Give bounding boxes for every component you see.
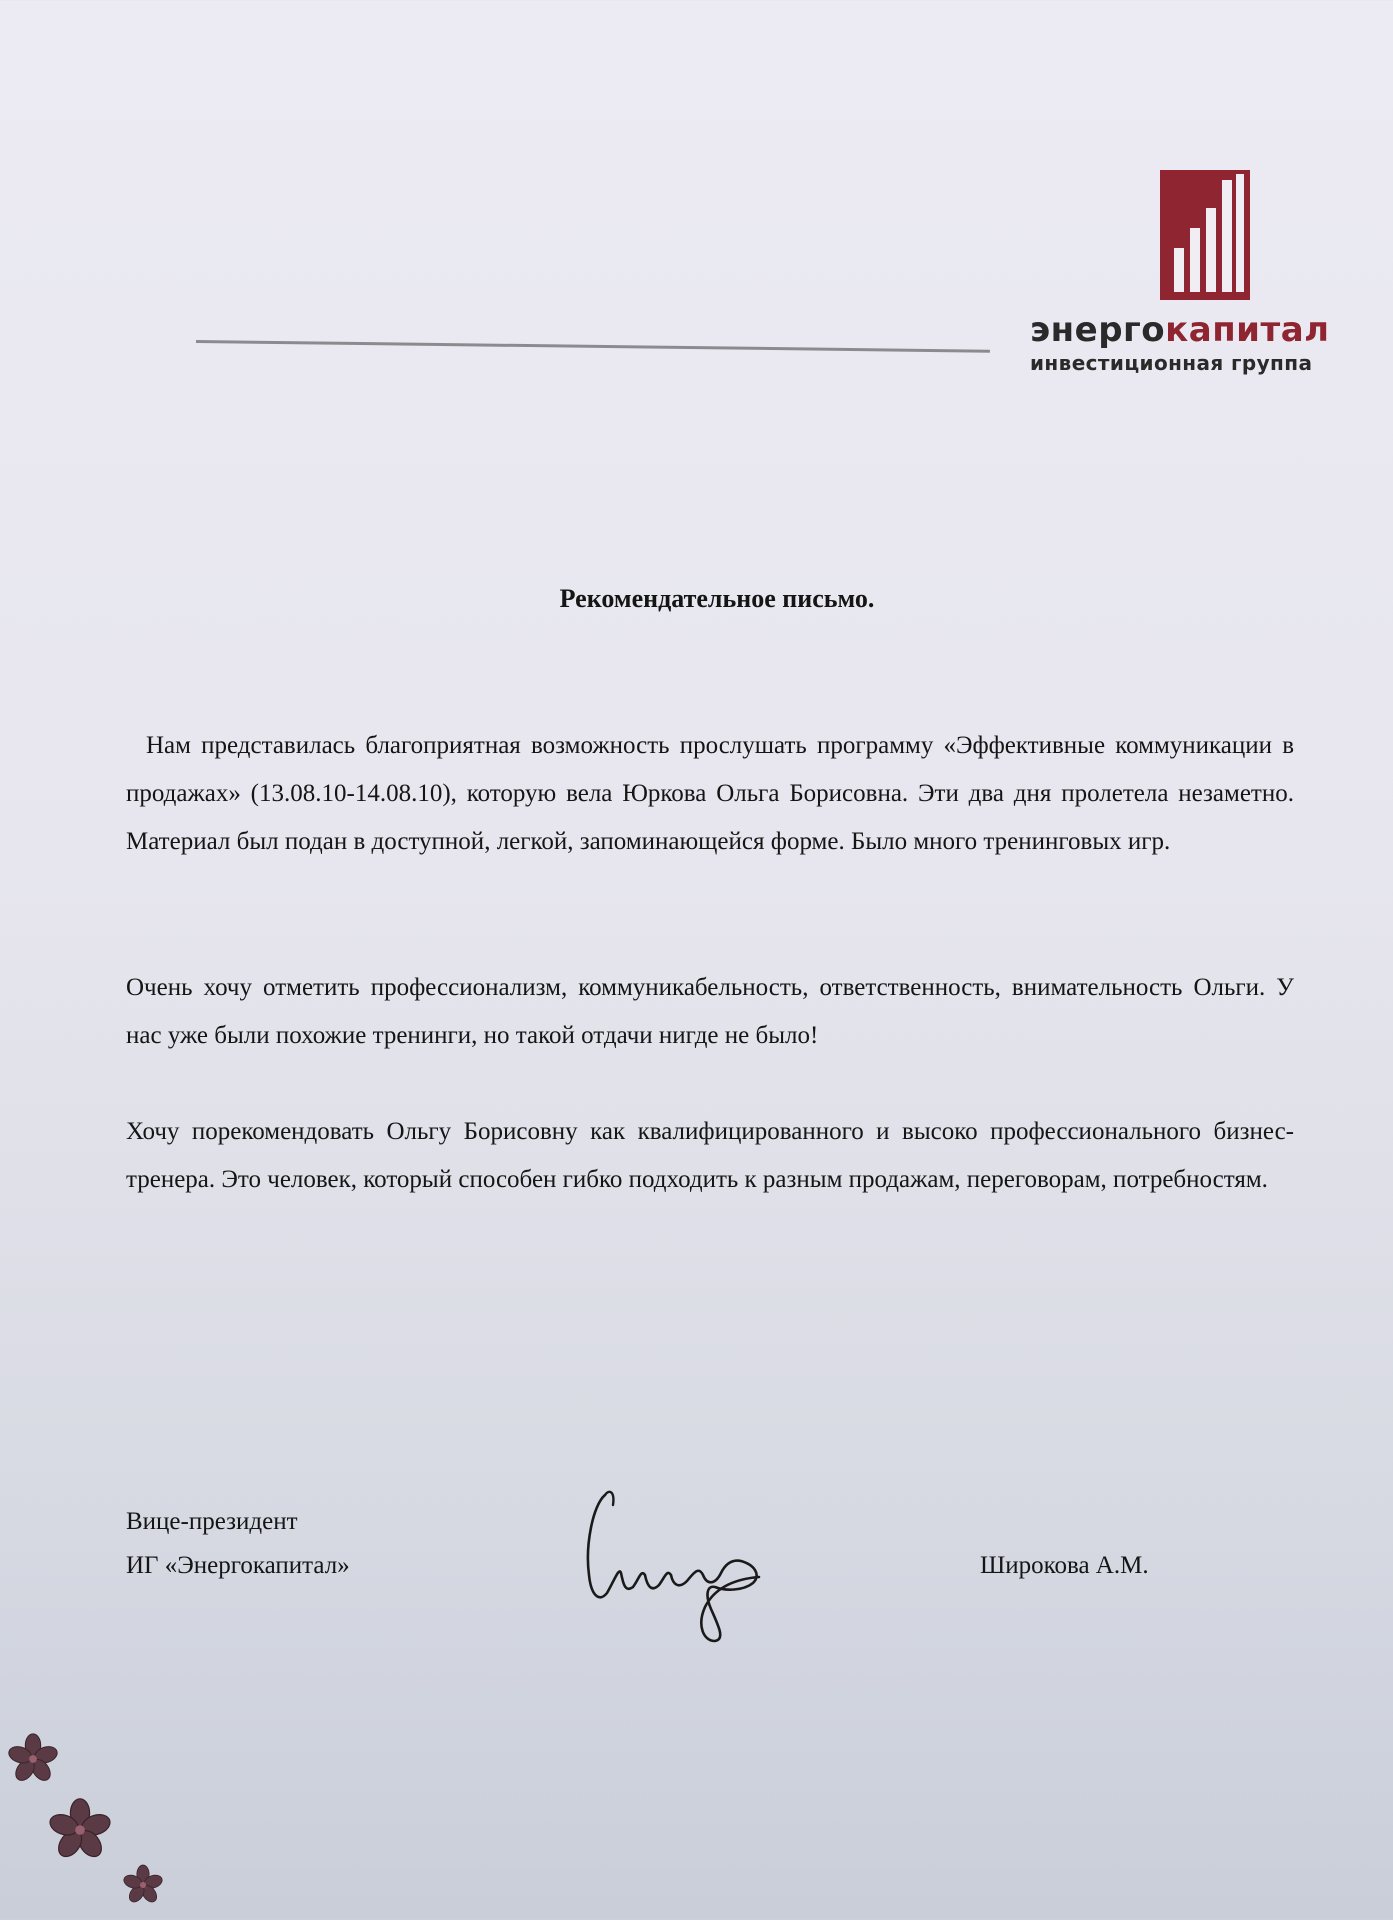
logo-text xyxy=(1030,310,1330,376)
body-paragraph-3: Хочу порекомендовать Ольгу Борисовну как квалифицированного и высоко профессионального бизнес-тренера. Это человек, который способен гибко подходить к разным продажам, переговорам, потребностям. xyxy=(126,1118,1294,1193)
decorative-flower-icon xyxy=(120,1862,166,1908)
signer-role-title: Вице-президент xyxy=(126,1508,298,1535)
logo-company-name xyxy=(1030,310,1330,350)
signer-organization: ИГ «Энергокапитал» xyxy=(126,1552,350,1579)
signer-role xyxy=(126,1500,350,1588)
body-paragraph-1: Нам представилась благоприятная возможность прослушать программу «Эффективные коммуникации в продажах» (13.08.10-14.08.10), которую вела Юркова Ольга Борисовна. Эти два дня пролетела незаметно. Материал был подан в доступной, легкой, запоминающейся форме. Было много тренинговых игр. xyxy=(126,732,1294,855)
letter-title: Рекомендательное письмо. xyxy=(559,584,875,613)
logo-name-part-2: капитал xyxy=(1165,310,1330,350)
decorative-flower-icon xyxy=(44,1794,116,1866)
signer-name: Широкова А.М. xyxy=(980,1552,1149,1579)
logo-subtitle: инвестиционная группа xyxy=(1030,351,1313,375)
body-paragraph-2: Очень хочу отметить профессионализм, коммуникабельность, ответственность, внимательность Ольги. У нас уже были похожие тренинги, но такой отдачи нигде не было! xyxy=(126,974,1294,1049)
logo-name-part-1: энерго xyxy=(1030,310,1166,350)
logo-bars-icon xyxy=(1160,170,1250,300)
handwritten-signature-icon xyxy=(575,1475,785,1645)
decorative-flower-icon xyxy=(4,1730,62,1788)
letterhead-divider xyxy=(196,340,990,353)
company-logo xyxy=(1030,170,1350,380)
